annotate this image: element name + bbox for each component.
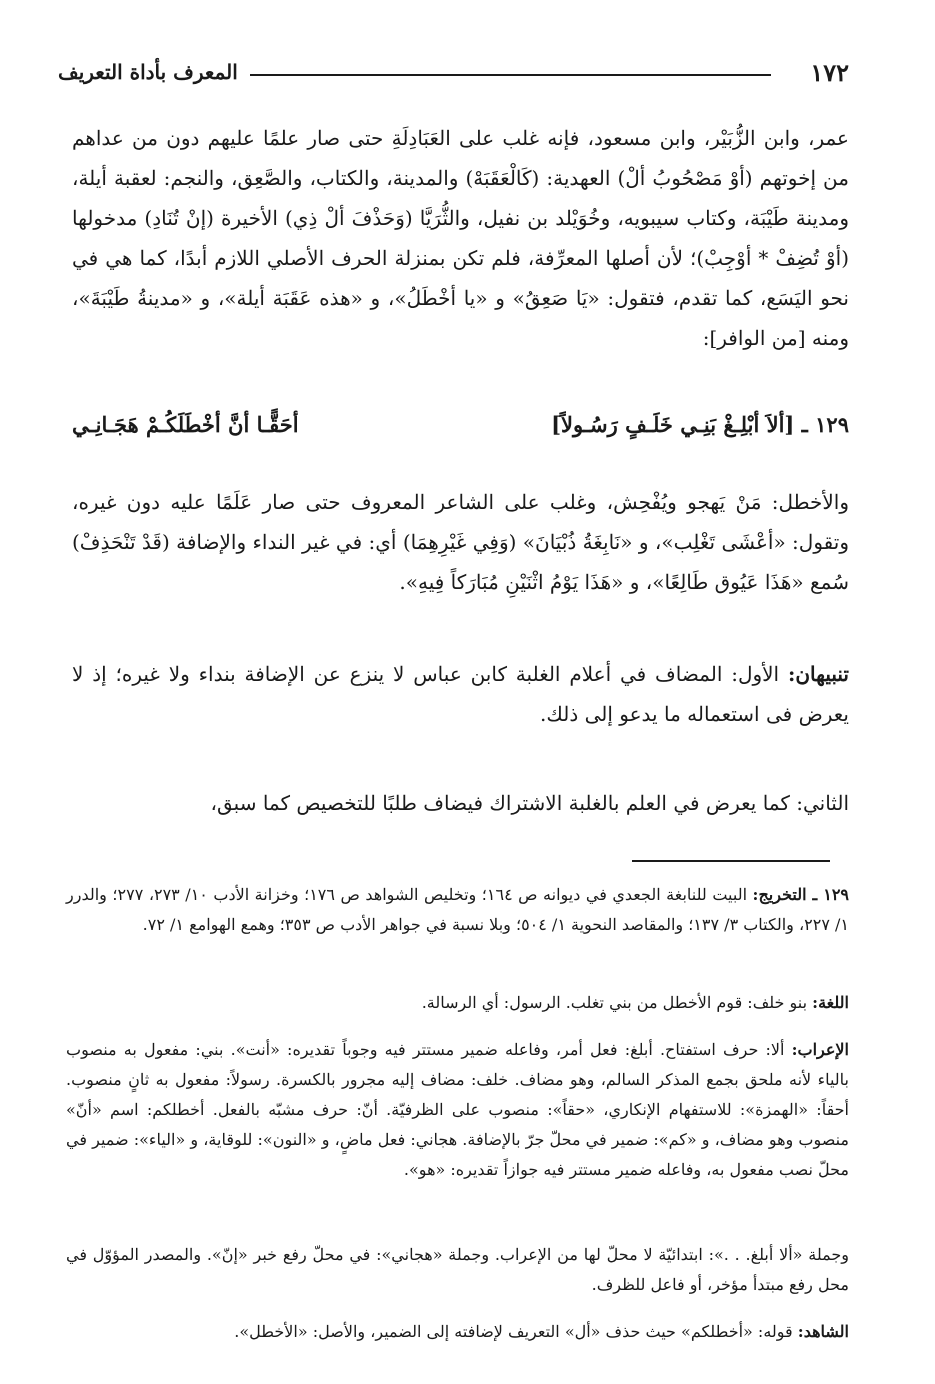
footnote-lugha bbox=[66, 988, 849, 1018]
header-rule bbox=[250, 74, 771, 76]
paragraph-4: الثاني: كما يعرض في العلم بالغلبة الاشتراك فيضاف طلبًا للتخصيص كما سبق، bbox=[210, 791, 849, 815]
footnote-rule bbox=[632, 860, 830, 862]
poem-second-hemistich: أحَقًّـا أنَّ أخْطَلَكُـمْ هَجَـانِـي bbox=[72, 412, 299, 437]
footnote-irab-label: الإعراب: bbox=[791, 1040, 849, 1059]
footnote-shahid bbox=[66, 1317, 849, 1347]
footnote-takhrij bbox=[66, 880, 849, 940]
paragraph-2: والأخطل: مَنْ يَهجو ويُفْحِش، وغلب على الشاعر المعروف حتى صار عَلَمًا عليه دون غيره، وتقول: «أعْشَى تَغْلِب»، و «نَابِغَةُ ذُبْيَانَ» (وَفِي غَيْرِهِمَا) أي: في غير النداء والإضافة (قَدْ تَنْحَذِفْ) سُمع «هَذَا عَيُوق طَالِعًا»، و «هَذَا يَوْمُ اثْنَيْنِ مُبَارَكاً فِيهِ». bbox=[72, 490, 849, 594]
paragraph-3-text: الأول: المضاف في أعلام الغلبة كابن عباس لا ينزع عن الإضافة بنداء ولا غيره؛ إذ لا يعرض فى استعماله ما يدعو إلى ذلك. bbox=[72, 662, 849, 726]
footnote-jumla: وجملة «ألا أبلغ. . .»: ابتدائيّة لا محلّ لها من الإعراب. وجملة «هجاني»: في محلّ رفع خبر «إنّ». والمصدر المؤوّل في محل رفع مبتدأ مؤخر، أو فاعل للظرف. bbox=[66, 1245, 849, 1294]
footnote-lugha-text: بنو خلف: قوم الأخطل من بني تغلب. الرسول: أي الرسالة. bbox=[421, 993, 813, 1012]
poem-first-hemistich: ١٢٩ ـ [ألاَ أبْلِـغْ بَنِـي خَلَـفٍ رَسُـولاً] bbox=[551, 412, 849, 437]
footnote-takhrij-text: البيت للنابغة الجعدي في ديوانه ص ١٦٤؛ وتخليص الشواهد ص ١٧٦؛ وخزانة الأدب ١٠/ ٢٧٣، ٢٧٧؛ والدرر ١/ ٢٢٧، والكتاب ٣/ ١٣٧؛ والمقاصد النحوية ١/ ٥٠٤؛ وبلا نسبة في جواهر الأدب ص ٣٥٣؛ وهمع الهوامع ١/ ٧٢. bbox=[66, 885, 849, 934]
paragraph-1: عمر، وابن الزُّبَيْر، وابن مسعود، فإنه غلب على العَبَادِلَةِ حتى صار علمًا عليهم دون من عداهم من إخوتهم (أوْ مَصْحُوبُ ألْ) العهدية: (كَالْعَقَبَهْ) والمدينة، والكتاب، والصَّعِق، والنجم: لعقبة أيلة، ومدينة طَيْبَة، وكتاب سيبويه، وخُوَيْلد بن نفيل، والثُّرَيَّا (وَحَذْفَ ألْ ذِي) الأخيرة (إنْ تُنَادِ) مدخولها (أوْ تُضِفْ * أوْجِبْ)؛ لأن أصلها المعرِّفة، فلم تكن بمنزلة الحرف الأصلي اللازم أبدًا، كما هي في نحو اليَسَع، كما تقدم، فتقول: «يَا صَعِقُ» و «يا أخْطَلُ»، و «هذه عَقَبَة أيلة»، و «مدينةُ طَيْبَةَ»، ومنه [من الوافر]: bbox=[72, 126, 849, 350]
footnote-lugha-label: اللغة: bbox=[812, 993, 849, 1012]
poem-verse bbox=[72, 412, 849, 456]
paragraph-3-label: تنبيهان: bbox=[787, 662, 849, 686]
footnote-shahid-label: الشاهد: bbox=[797, 1322, 849, 1341]
page-header bbox=[58, 58, 849, 92]
running-title: المعرف بأداة التعريف bbox=[58, 60, 238, 84]
paragraph-3 bbox=[72, 654, 849, 734]
footnote-takhrij-label: ١٢٩ ـ التخريج: bbox=[752, 885, 850, 904]
footnote-irab bbox=[66, 1035, 849, 1185]
page-number: ١٧٢ bbox=[810, 58, 849, 87]
footnote-shahid-text: قوله: «أخطلكم» حيث حذف «أل» التعريف لإضافته إلى الضمير، والأصل: «الأخطل». bbox=[234, 1322, 798, 1341]
footnote-irab-text: ألا: حرف استفتاح. أبلغ: فعل أمر، وفاعله ضمير مستتر فيه وجوباً تقديره: «أنت». بني: مفعول به منصوب بالياء لأنه ملحق بجمع المذكر السالم، وهو مضاف. خلف: مضاف إليه مجرور بالكسرة. رسولاً: مفعول به ثانٍ منصوب. أحقاً: «الهمزة»: للاستفهام الإنكاري، «حقاً»: منصوب على الظرفيّة. أنّ: حرف مشبّه بالفعل. أخطلكم: اسم «أنّ» منصوب وهو مضاف، و «كم»: ضمير في محلّ جرّ بالإضافة. هجاني: فعل ماضٍ، و «النون»: للوقاية، و «الياء»: ضمير في محلّ نصب مفعول به، وفاعله ضمير مستتر فيه جوازاً تقديره: «هو». bbox=[66, 1040, 849, 1179]
